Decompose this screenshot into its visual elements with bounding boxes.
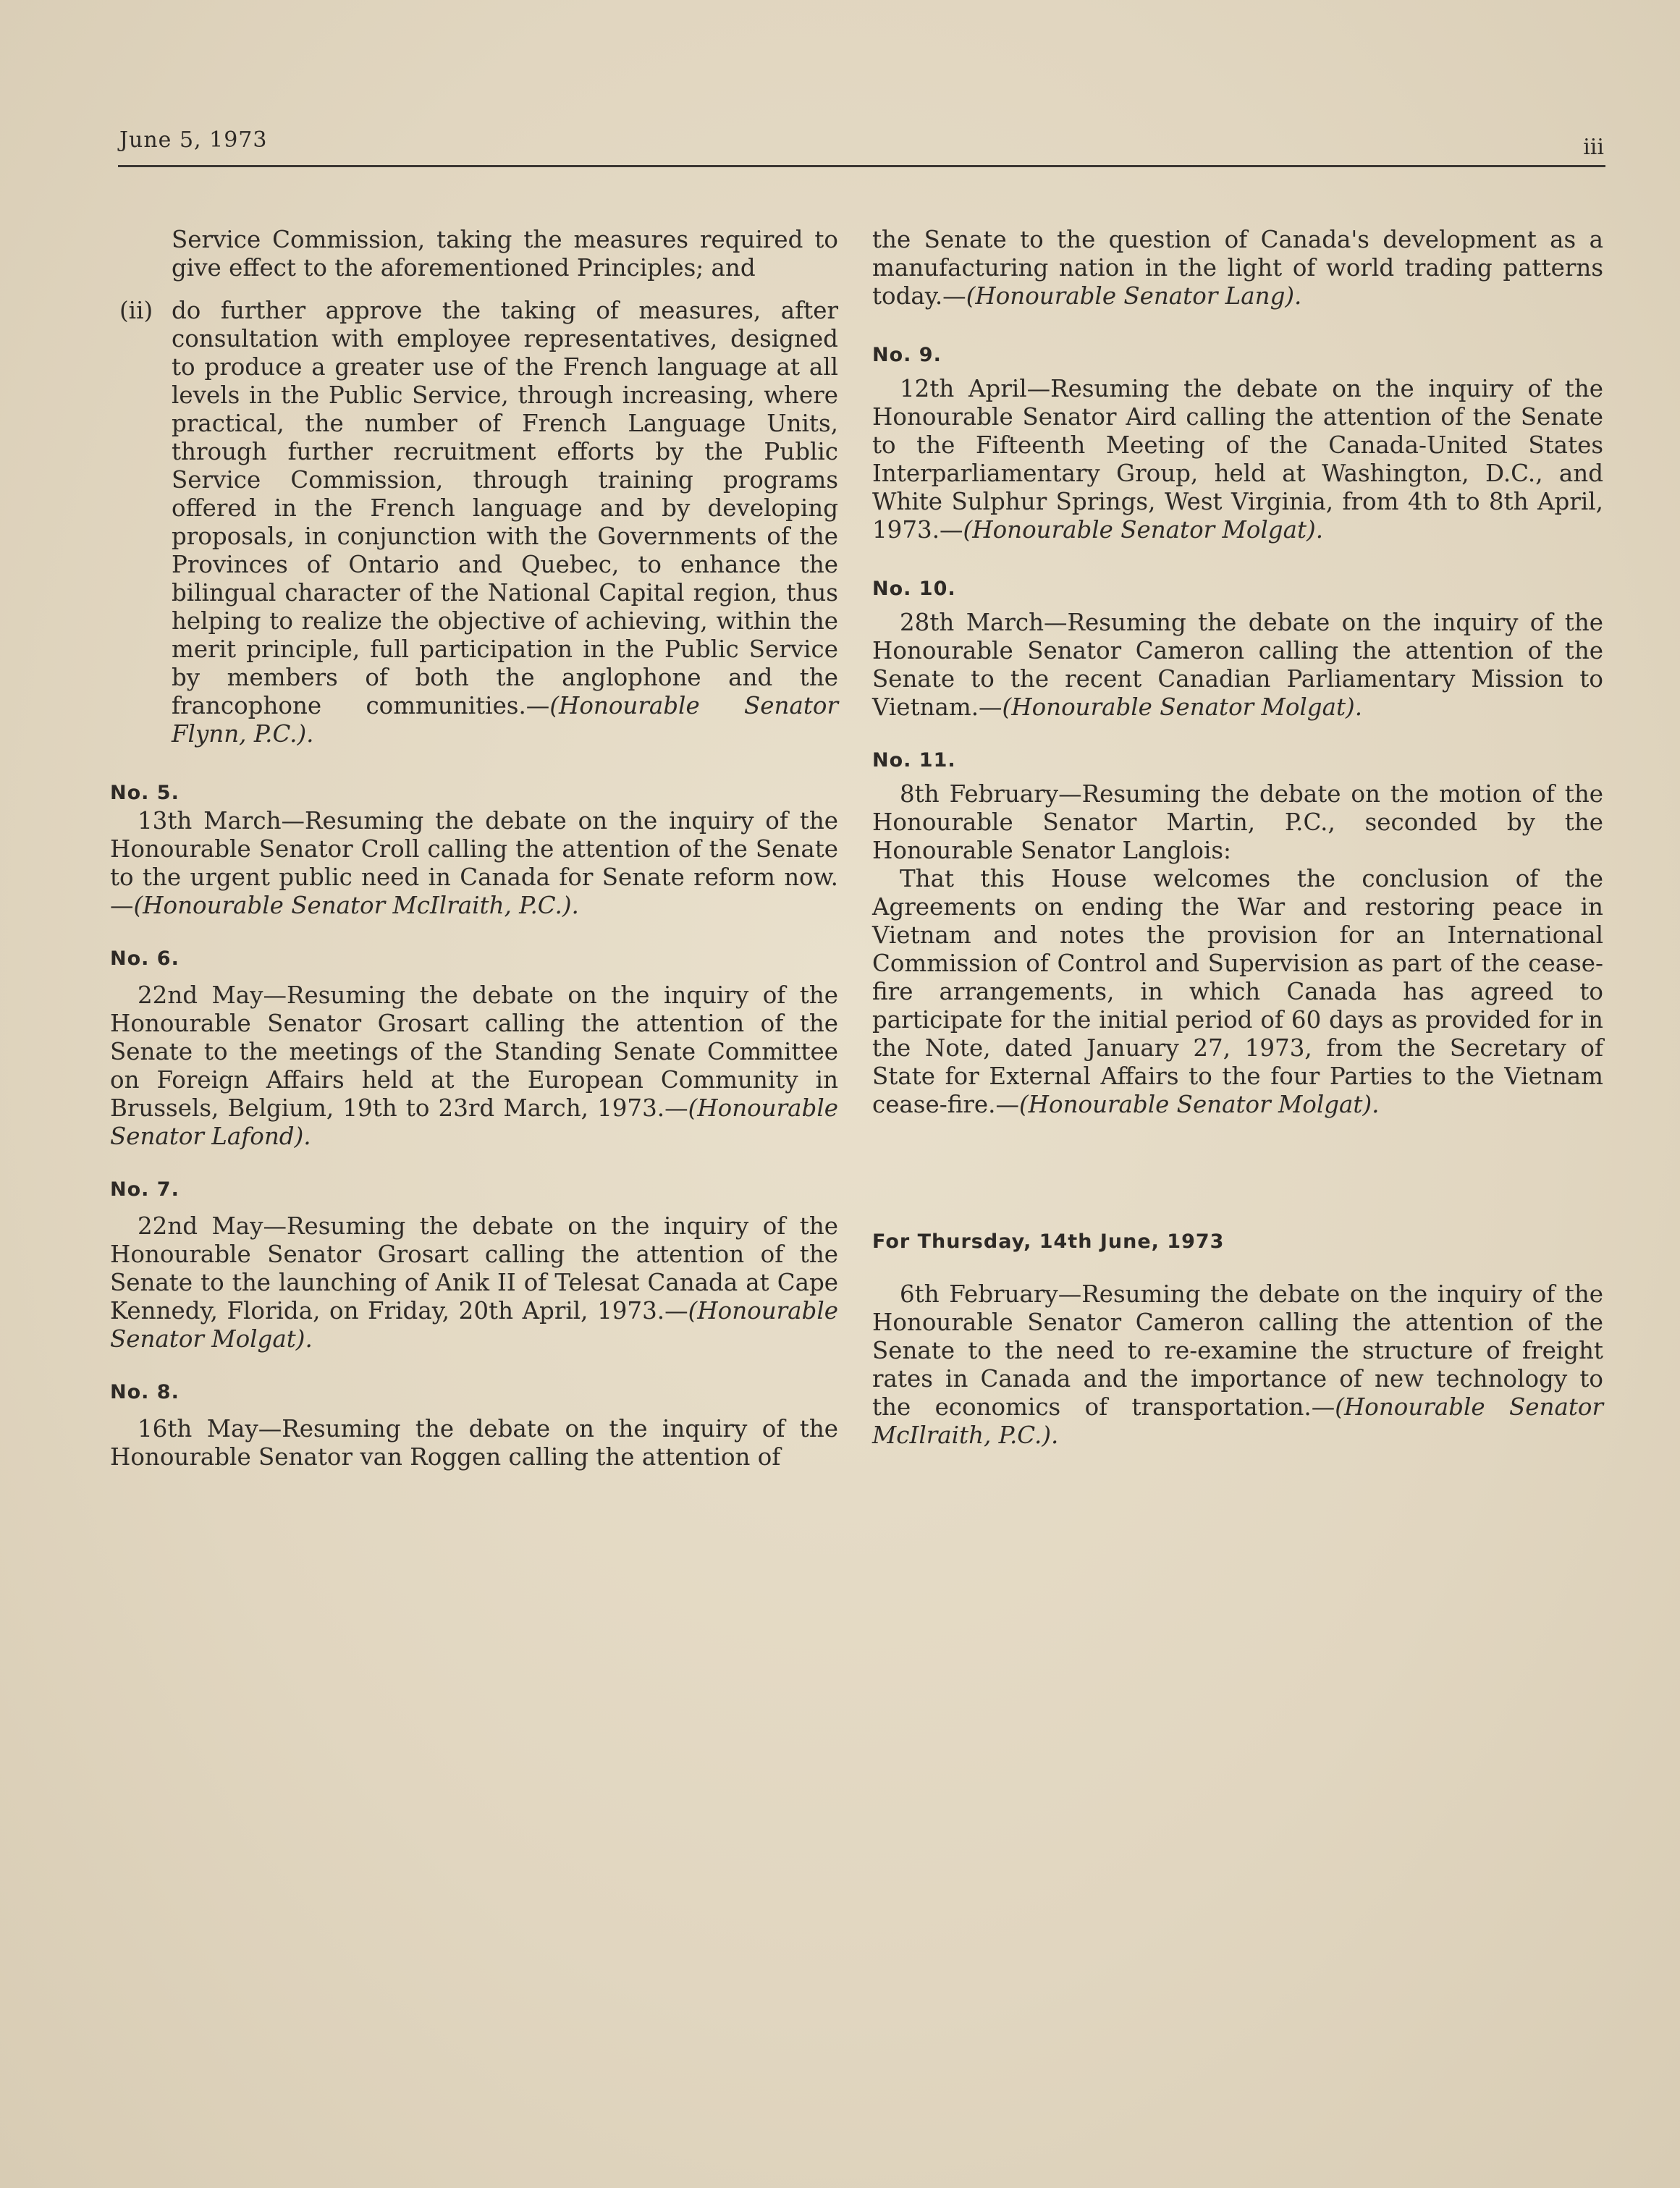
citation: (Honourable Senator Lang).: [966, 282, 1302, 310]
item-text-no7: 22nd May—Resuming the debate on the inquiry of the Honourable Senator Grosart calling the attention of the Senate to the launching of Anik II of Telesat Canada at Cape Kennedy, Florida, on Friday, 20th April, 1973.—(Honourable Senator Molgat).: [110, 1212, 838, 1353]
item-heading-no10: No. 10.: [872, 578, 956, 600]
continuation-text: Service Commission, taking the measures required to give effect to the aforementioned Principles; and: [172, 226, 838, 282]
section-heading-thursday: For Thursday, 14th June, 1973: [872, 1230, 1225, 1253]
motion-text: That this House welcomes the conclusion of the Agreements on ending the War and restoring peace in Vietnam and notes the provision for an International Commission of Control and Supervision as part of the cease-fire arrangements, in which Canada has agreed to participate for the initial period of 60 days as provided for in the Note, dated January 27, 1973, from the Secretary of State for External Affairs to the four Parties to the Vietnam cease-fire.—(Honourable Senator Molgat).: [872, 865, 1603, 1118]
left-column: [110, 226, 838, 1471]
item-text-thursday: 6th February—Resuming the debate on the inquiry of the Honourable Senator Cameron calling the attention of the Senate to the need to re-examine the structure of freight rates in Canada and the importance of new technology to the economics of transportation.—(Honourable Senator McIlraith, P.C.).: [872, 1280, 1603, 1449]
item-text-no5: 13th March—Resuming the debate on the inquiry of the Honourable Senator Croll calling the attention of the Senate to the urgent public need in Canada for Senate reform now.—(Honourable Senator McIlraith, P.C.).: [110, 807, 838, 919]
item-text-no10: 28th March—Resuming the debate on the inquiry of the Honourable Senator Cameron calling the attention of the Senate to the recent Canadian Parliamentary Mission to Vietnam.—(Honourable Senator Molgat).: [872, 609, 1603, 721]
item-heading-no6: No. 6.: [110, 947, 180, 970]
citation: (Honourable Senator Molgat).: [963, 516, 1324, 544]
item-text-no8: 16th May—Resuming the debate on the inquiry of the Honourable Senator van Roggen calling the attention of: [110, 1415, 838, 1471]
item-text-no6: 22nd May—Resuming the debate on the inquiry of the Honourable Senator Grosart calling the attention of the Senate to the meetings of the Standing Senate Committee on Foreign Affairs held at the European Community in Brussels, Belgium, 19th to 23rd March, 1973.—(Honourable Senator Lafond).: [110, 981, 838, 1150]
item-text: do further approve the taking of measures, after consultation with employee representatives, designed to produce a greater use of the French language at all levels in the Public Service, through increasing, where practical, the number of French Language Units, through further recruitment efforts by the Public Service Commission, through training programs offered in the French language and by developing proposals, in conjunction with the Governments of the Provinces of Ontario and Quebec, to enhance the bilingual character of the National Capital region, thus helping to realize the objective of achieving, within the merit principle, full participation in the Public Service by members of both the anglophone and the francophone communities.—(Honourable Senator Flynn, P.C.).: [172, 297, 838, 748]
citation: (Honourable Senator McIlraith, P.C.).: [133, 892, 579, 919]
item-heading-no7: No. 7.: [110, 1178, 180, 1201]
citation: (Honourable Senator Molgat).: [1002, 693, 1363, 721]
list-item-ii: [110, 297, 838, 748]
page-header: [118, 127, 1605, 167]
right-column: [872, 226, 1603, 1450]
item-text-no8-continued: the Senate to the question of Canada's development as a manufacturing nation in the light of world trading patterns today.—(Honourable Senator Lang).: [872, 226, 1603, 310]
citation: (Honourable Senator Molgat).: [1018, 1091, 1380, 1118]
item-heading-no5: No. 5.: [110, 782, 180, 804]
item-heading-no11: No. 11.: [872, 749, 956, 772]
citation: (Honourable Senator Lafond).: [110, 1094, 838, 1150]
citation: (Honourable Senator Flynn, P.C.).: [172, 692, 838, 748]
item-heading-no8: No. 8.: [110, 1381, 180, 1403]
page-number: iii: [1583, 135, 1604, 160]
header-date: June 5, 1973: [119, 127, 268, 153]
item-heading-no9: No. 9.: [872, 344, 942, 366]
item-text-no11: 8th February—Resuming the debate on the motion of the Honourable Senator Martin, P.C., seconded by the Honourable Senator Langlois:: [872, 780, 1603, 864]
citation: (Honourable Senator Molgat).: [110, 1297, 838, 1353]
citation: (Honourable Senator McIlraith, P.C.).: [872, 1393, 1603, 1449]
item-text-no9: 12th April—Resuming the debate on the inquiry of the Honourable Senator Aird calling the attention of the Senate to the Fifteenth Meeting of the Canada-United States Interparliamentary Group, held at Washington, D.C., and White Sulphur Springs, West Virginia, from 4th to 8th April, 1973.—(Honourable Senator Molgat).: [872, 375, 1603, 544]
item-label: (ii): [119, 297, 153, 324]
